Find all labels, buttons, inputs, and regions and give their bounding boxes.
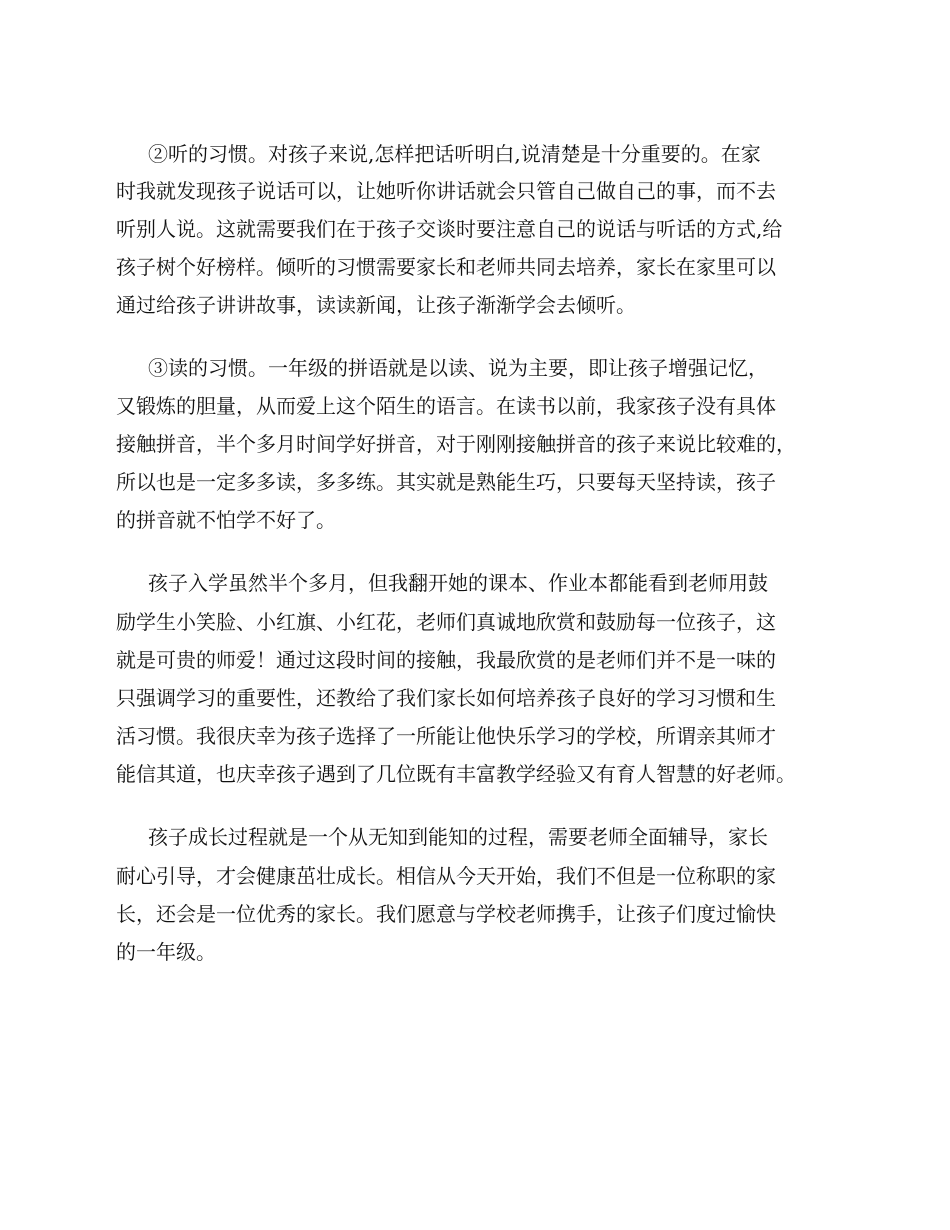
paragraph-line: 通过给孩子讲讲故事，读读新闻，让孩子渐渐学会去倾听。: [116, 293, 636, 317]
paragraph-line: 时我就发现孩子说话可以，让她听你讲话就会只管自己做自己的事，而不去: [116, 179, 776, 203]
paragraph-line: 听别人说。这就需要我们在于孩子交谈时要注意自己的说话与听话的方式,给: [116, 217, 783, 241]
paragraph-line: 就是可贵的师爱！通过这段时间的接触，我最欣赏的是老师们并不是一味的: [116, 648, 776, 672]
paragraph-line: 的一年级。: [116, 940, 216, 964]
paragraph-line: 活习惯。我很庆幸为孩子选择了一所能让他快乐学习的学校，所谓亲其师才: [116, 724, 776, 748]
paragraph-line: 只强调学习的重要性，还教给了我们家长如何培养孩子良好的学习习惯和生: [116, 686, 776, 710]
paragraph-line: 孩子成长过程就是一个从无知到能知的过程，需要老师全面辅导，家长: [148, 825, 768, 849]
paragraph-line: 孩子树个好榜样。倾听的习惯需要家长和老师共同去培养，家长在家里可以: [116, 255, 776, 279]
paragraph-line: 孩子入学虽然半个多月，但我翻开她的课本、作业本都能看到老师用鼓: [148, 571, 768, 595]
paragraph-line: 又锻炼的胆量，从而爱上这个陌生的语言。在读书以前，我家孩子没有具体: [116, 394, 776, 418]
paragraph-line: 所以也是一定多多读，多多练。其实就是熟能生巧，只要每天坚持读，孩子: [116, 470, 776, 494]
paragraph-line: 的拼音就不怕学不好了。: [116, 508, 336, 532]
paragraph-line: 长，还会是一位优秀的家长。我们愿意与学校老师携手，让孩子们度过愉快: [116, 902, 776, 926]
paragraph-line: ③读的习惯。一年级的拼语就是以读、说为主要，即让孩子增强记忆，: [148, 356, 768, 380]
paragraph-line: 耐心引导，才会健康茁壮成长。相信从今天开始，我们不但是一位称职的家: [116, 864, 776, 888]
paragraph-line: 能信其道，也庆幸孩子遇到了几位既有丰富教学经验又有育人智慧的好老师。: [116, 762, 796, 786]
paragraph-line: 接触拼音，半个多月时间学好拼音，对于刚刚接触拼音的孩子来说比较难的，: [116, 432, 796, 456]
paragraph-line: 励学生小笑脸、小红旗、小红花，老师们真诚地欣赏和鼓励每一位孩子，这: [116, 610, 776, 634]
paragraph-line: ②听的习惯。对孩子来说,怎样把话听明白,说清楚是十分重要的。在家: [148, 142, 761, 166]
